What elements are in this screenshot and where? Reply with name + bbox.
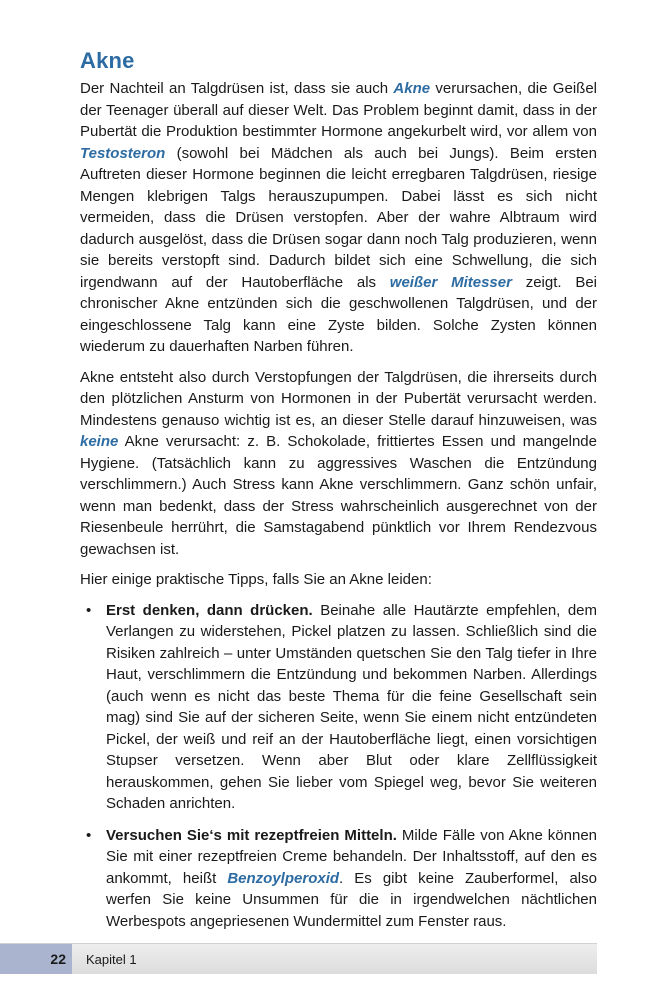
term-benzoylperoxid: Benzoylperoxid — [227, 869, 340, 887]
bullet-icon: • — [86, 826, 92, 844]
tip-lead: Versuchen Sie‘s mit rezeptfreien Mitteln. — [106, 826, 397, 844]
tip-lead: Erst denken, dann drücken. — [106, 601, 313, 619]
paragraph-3: Hier einige praktische Tipps, falls Sie an Akne leiden: — [80, 571, 432, 588]
page-content — [80, 48, 597, 942]
section-heading: Akne — [80, 48, 135, 73]
paragraph-1: Der Nachteil an Talgdrüsen ist, dass sie auch Akne verursachen, die Geißel der Teenager überall auf dieser Welt. Das Problem beginnt damit, dass in der Pubertät die Produktion bestimmter Hormone angekurbelt wird, vor allem von Testosteron (sowohl bei Mädchen als auch bei Jungs). Beim ersten Auftreten dieser Hormone beginnen die leicht erregbaren Talgdrüsen, riesige Mengen klebrigen Talgs herauszupumpen. Dabei lässt es sich nicht vermeiden, dass die Drüsen verstopfen. Aber der wahre Albtraum wird dadurch ausgelöst, dass die Drüsen sogar dann noch Talg produzieren, wenn sie bereits verstopft sind. Dadurch bildet sich eine Schwellung, die sich irgendwann auf der Hautoberfläche als weißer Mitesser zeigt. Bei chronischer Akne entzünden sich die geschwollenen Talgdrüsen, und der eingeschlossene Talg kann eine Zyste bilden. Solche Zysten können wiederum zu dauerhaften Narben führen. — [80, 80, 597, 355]
term-weisser-mitesser: weißer Mitesser — [389, 273, 512, 291]
page-footer — [0, 943, 597, 974]
list-item: • Erst denken, dann drücken. Beinahe alle Hautärzte empfehlen, dem Verlangen zu widerstehen, Pickel platzen zu lassen. Schließlich sind die Risiken zahlreich – unter Umständen quetschen Sie den Talg tiefer in Ihre Haut, verschlimmern die Entzündung und bekommen Narben. Allerdings (auch wenn es nicht das beste Thema für die feine Gesellschaft sein mag) sind Sie auf der sicheren Seite, wenn Sie einem nicht entzündeten Pickel, der weiß und reif an der Hautoberfläche liegt, einen vorsichtigen Stupser versetzen. Wenn aber Blut oder klare Zellflüssigkeit herauskommen, gehen Sie lieber vom Spiegel weg, bevor Sie weiteren Schaden anrichten. — [86, 601, 597, 812]
term-keine: keine — [80, 433, 119, 450]
paragraph-2: Akne entsteht also durch Verstopfungen der Talgdrüsen, die ihrerseits durch den plötzlichen Ansturm von Hormonen in der Pubertät verursacht werden. Mindestens genauso wichtig ist es, an dieser Stelle darauf hinzuweisen, was keine Akne verursacht: z. B. Schokolade, frittiertes Essen und mangelnde Hygiene. (Tatsächlich kann zu aggressives Waschen die Entzündung verschlimmern.) Auch Stress kann Akne verschlimmern. Ganz schön unfair, wenn man bedenkt, dass der Stress wahrscheinlich ausgerechnet von der Riesenbeule herrührt, die Samstagabend pünktlich vor Ihrem Rendezvous gewachsen ist. — [80, 368, 597, 558]
page-number: 22 — [0, 944, 72, 974]
chapter-label: Kapitel 1 — [86, 951, 137, 967]
term-testosteron: Testosteron — [80, 144, 166, 162]
tips-list — [80, 600, 597, 933]
term-akne: Akne — [393, 80, 431, 97]
list-item: • Versuchen Sie‘s mit rezeptfreien Mitteln. Milde Fälle von Akne können Sie mit einer rezeptfreien Creme behandeln. Der Inhaltsstoff, auf den es ankommt, heißt Benzoylperoxid. Es gibt keine Zauberformel, also werfen Sie keine Unsummen für die in irgendwelchen nächtlichen Werbespots angepriesenen Wundermittel zum Fenster raus. — [86, 826, 597, 930]
bullet-icon: • — [86, 601, 92, 619]
